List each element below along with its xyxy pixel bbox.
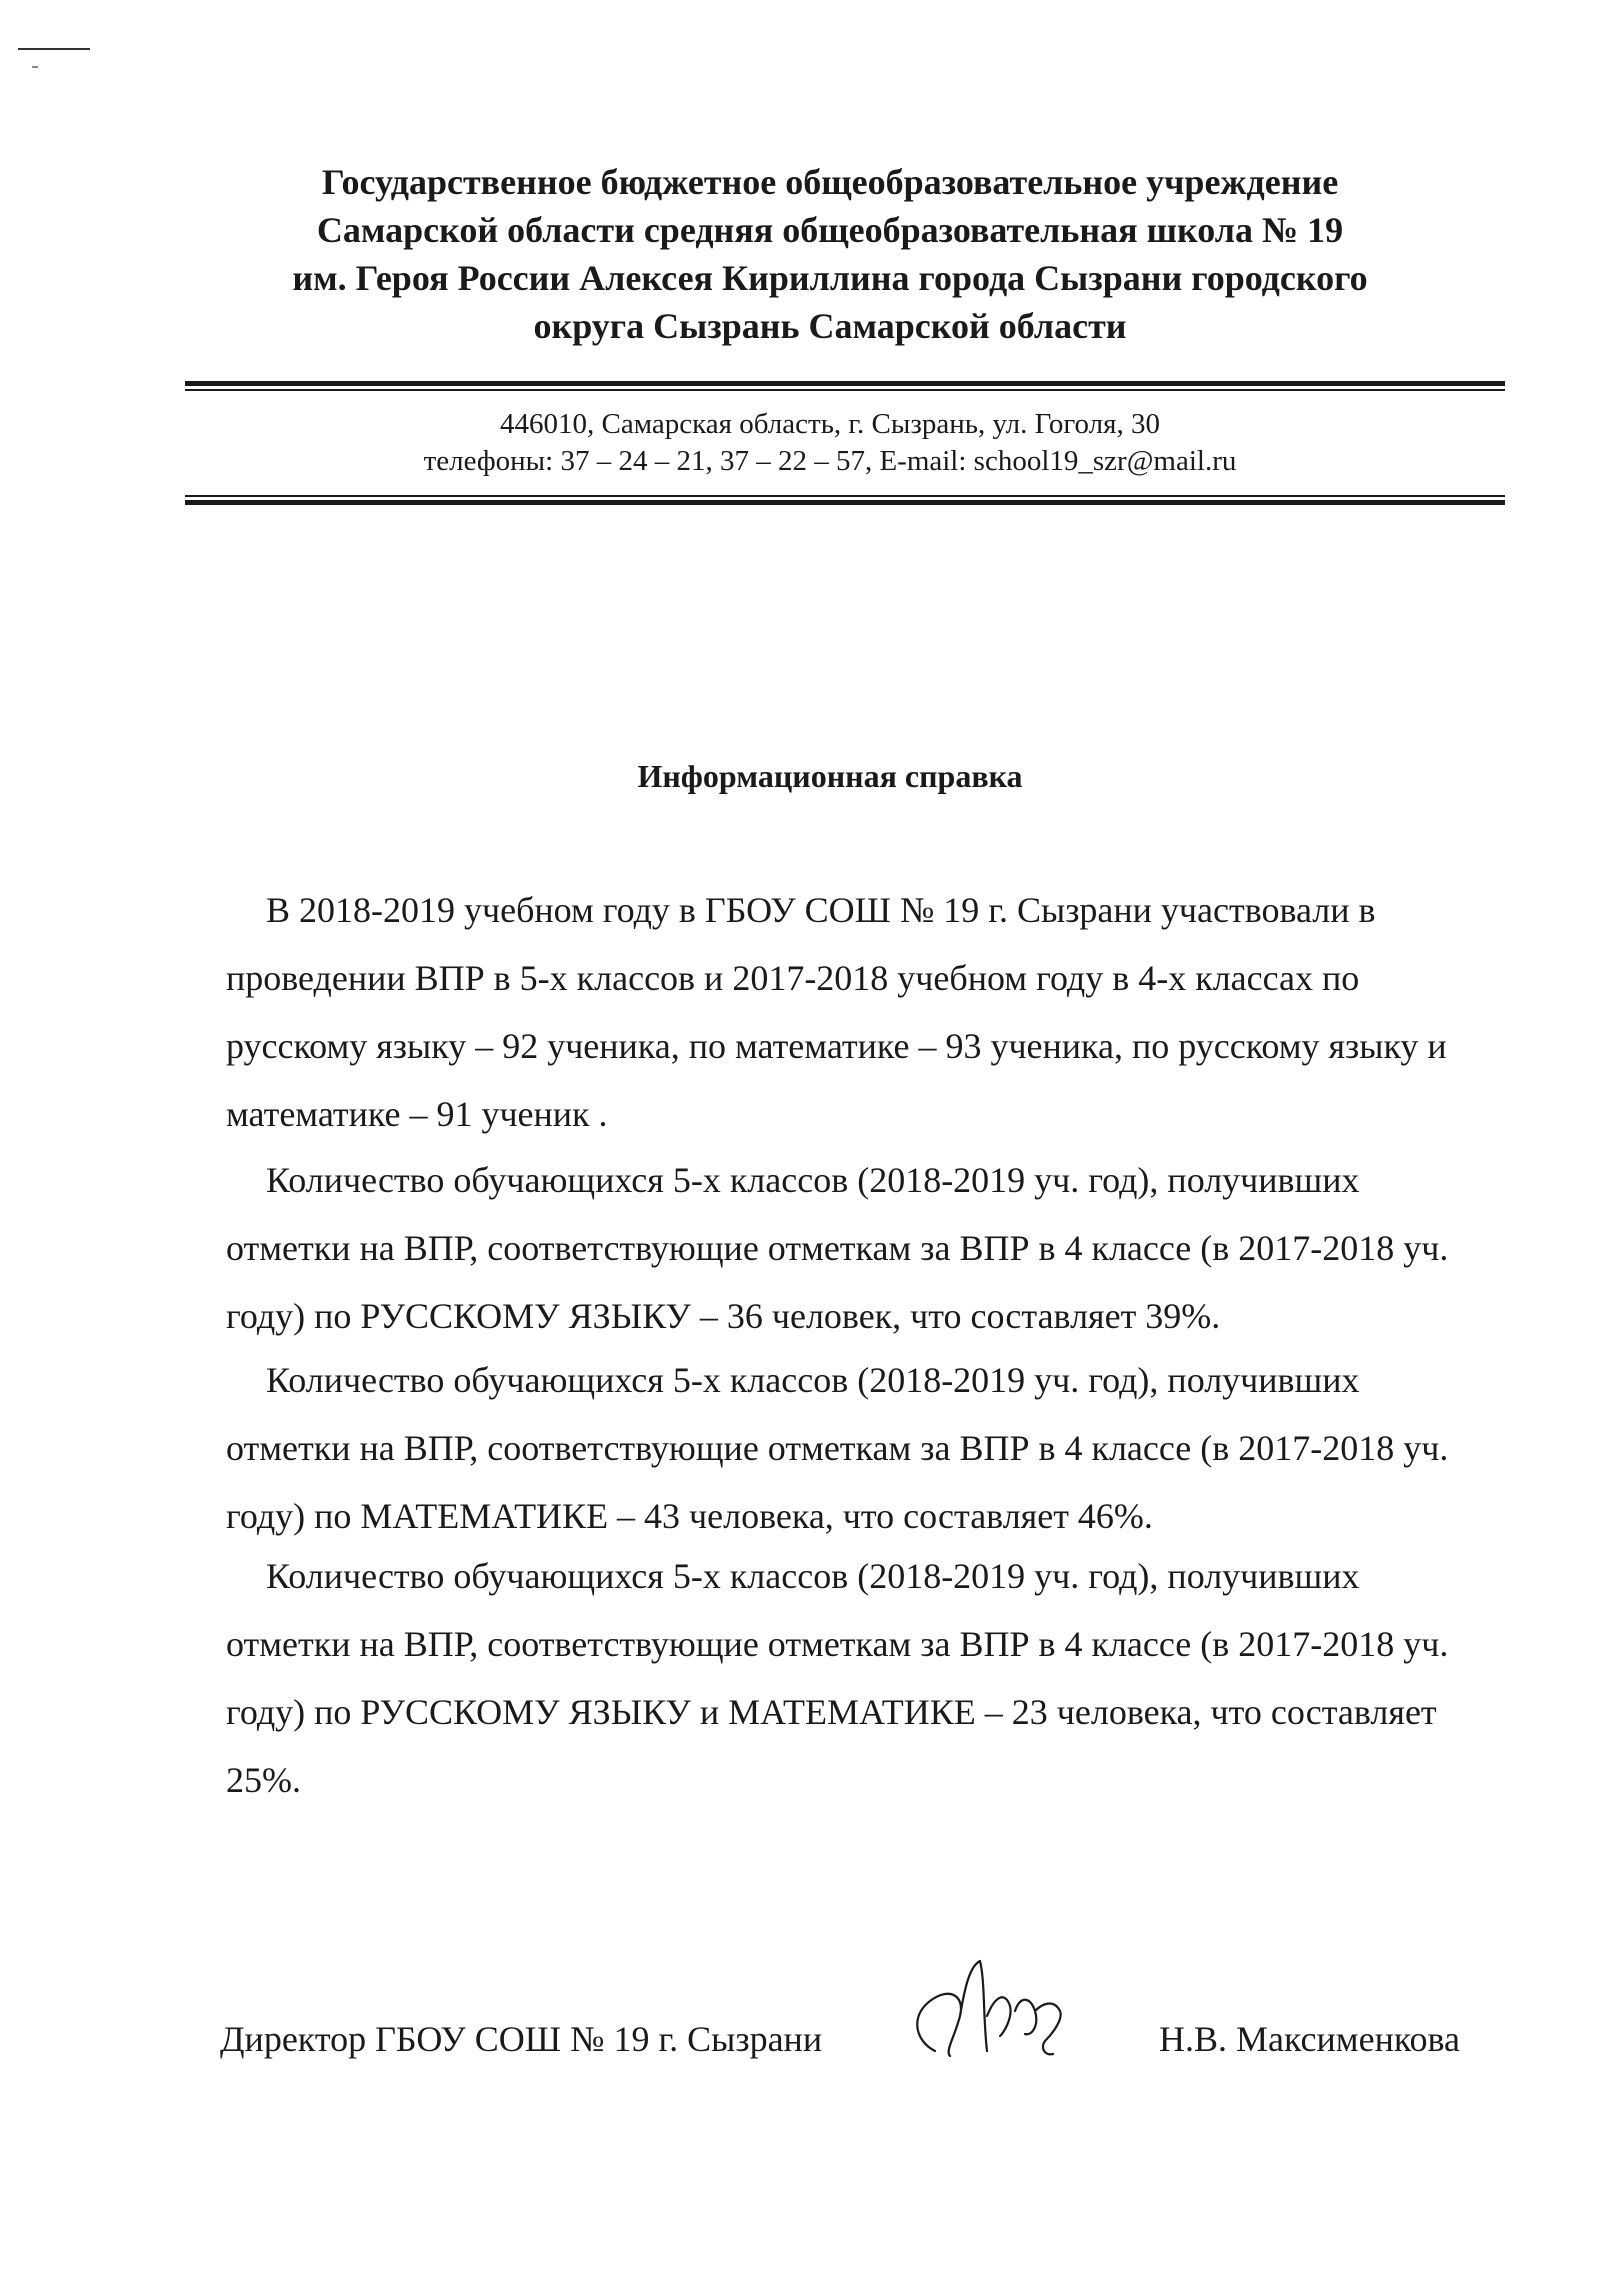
paragraph-russian [226, 1146, 1456, 1350]
organization-line: округа Сызрань Самарской области [533, 306, 1127, 346]
paragraph-text: В 2018-2019 учебном году в ГБОУ СОШ № 19 г. Сызрани участвовали в проведении ВПР в 5-х классов и 2017-2018 учебном году в 4-х классах по русскому языку – 92 ученика, по математике – 93 ученика, по русскому языку и математике – 91 ученик . [226, 890, 1447, 1134]
paragraph-russian-and-math [226, 1542, 1456, 1814]
director-position: Директор ГБОУ СОШ № 19 г. Сызрани [220, 2019, 823, 2059]
address-line: 446010, Самарская область, г. Сызрань, ул. Гоголя, 30 [500, 408, 1160, 440]
director-name: Н.В. Максименкова [1158, 2019, 1460, 2059]
header-divider-top [185, 381, 1505, 391]
organization-line: Государственное бюджетное общеобразовательное учреждение [321, 162, 1339, 202]
document-title: Информационная справка [637, 758, 1023, 794]
paragraph-text: Количество обучающихся 5-х классов (2018-2019 уч. год), получивших отметки на ВПР, соответствующие отметкам за ВПР в 4 классе (в 2017-2018 уч. году) по РУССКОМУ ЯЗЫКУ и МАТЕМАТИКЕ – 23 человека, что составляет 25%. [226, 1556, 1449, 1800]
paragraph-text: Количество обучающихся 5-х классов (2018-2019 уч. год), получивших отметки на ВПР, соответствующие отметкам за ВПР в 4 классе (в 2017-2018 уч. году) по МАТЕМАТИКЕ – 43 человека, что составляет 46%. [226, 1360, 1449, 1536]
organization-line: им. Героя России Алексея Кириллина города Сызрани городского [292, 258, 1368, 298]
divider-thick [185, 500, 1505, 505]
header-divider-bottom [185, 495, 1505, 505]
organization-header [200, 158, 1460, 350]
school-address [200, 406, 1460, 480]
scan-artifact [32, 66, 38, 68]
paragraph-participation [226, 876, 1456, 1148]
paragraph-text: Количество обучающихся 5-х классов (2018-2019 уч. год), получивших отметки на ВПР, соответствующие отметкам за ВПР в 4 классе (в 2017-2018 уч. году) по РУССКОМУ ЯЗЫКУ – 36 человек, что составляет 39%. [226, 1160, 1449, 1336]
contacts-line: телефоны: 37 – 24 – 21, 37 – 22 – 57, E-mail: school19_szr@mail.ru [423, 445, 1237, 477]
paragraph-math [226, 1346, 1456, 1550]
scan-artifact [18, 48, 90, 50]
handwritten-signature-icon [905, 1956, 1075, 2076]
organization-line: Самарской области средняя общеобразовательная школа № 19 [316, 210, 1344, 250]
divider-thin [185, 389, 1505, 391]
